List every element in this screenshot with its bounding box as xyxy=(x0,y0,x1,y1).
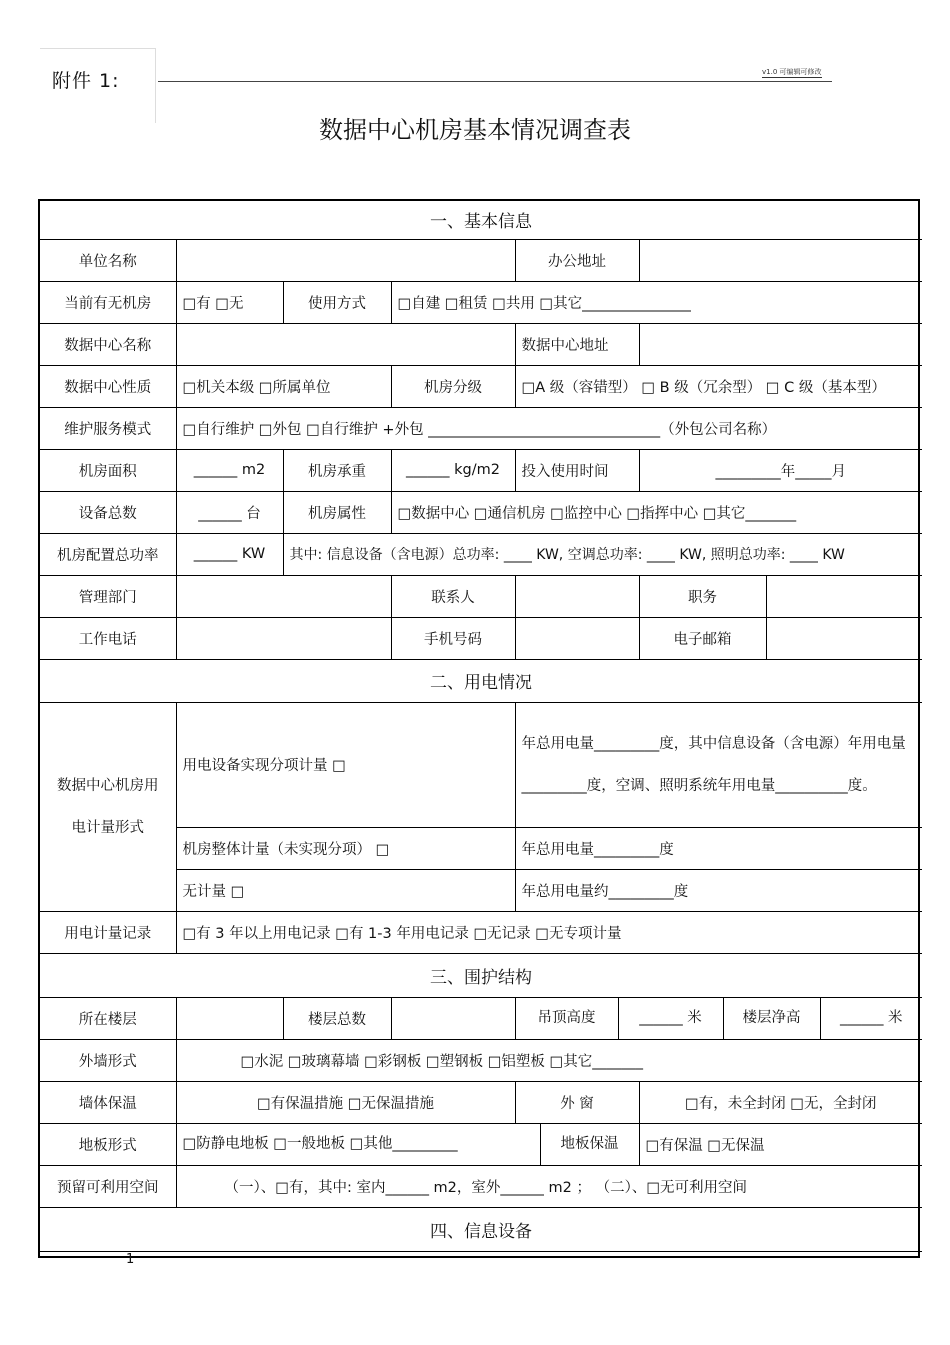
version-note: v1.0 可编辑可修改 xyxy=(762,68,822,76)
power-total-field[interactable]: ______ KW xyxy=(176,533,283,575)
record-label: 用电计量记录 xyxy=(40,911,176,953)
power-total-label: 机房配置总功率 xyxy=(40,533,176,575)
record-options[interactable]: □有 3 年以上用电记录 □有 1-3 年用电记录 □无记录 □无专项计量 xyxy=(176,911,922,953)
usage-label: 使用方式 xyxy=(283,281,391,323)
mobile-field[interactable] xyxy=(515,617,639,659)
meter-form-label: 数据中心机房用电计量形式 xyxy=(40,702,176,911)
unit-name-field[interactable] xyxy=(176,239,515,281)
room-grade-label: 机房分级 xyxy=(391,365,515,407)
reserve-options[interactable]: （一）、□有，其中: 室内______ m2，室外______ m2 ； （二）、□无可利用空间 xyxy=(176,1165,922,1207)
phone-field[interactable] xyxy=(176,617,391,659)
position-field[interactable] xyxy=(766,575,922,617)
survey-form xyxy=(38,199,920,1258)
height-group xyxy=(515,997,922,1039)
office-addr-field[interactable] xyxy=(639,239,922,281)
floor-insul-label: 地板保温 xyxy=(560,1135,619,1152)
sub-meter-option[interactable]: 用电设备实现分项计量 □ xyxy=(176,702,515,827)
wall-options[interactable]: □水泥 □玻璃幕墙 □彩钢板 □塑钢板 □铝塑板 □其它_______ xyxy=(176,1039,922,1081)
dept-label: 管理部门 xyxy=(40,575,176,617)
net-height-label: 楼层净高 xyxy=(724,998,821,1039)
unit-name-label: 单位名称 xyxy=(40,239,176,281)
contact-field[interactable] xyxy=(515,575,639,617)
dc-name-label: 数据中心名称 xyxy=(40,323,176,365)
dev-total-field[interactable]: ______ 台 xyxy=(176,491,283,533)
dc-nature-label: 数据中心性质 xyxy=(40,365,176,407)
use-time-label: 投入使用时间 xyxy=(515,449,639,491)
dept-field[interactable] xyxy=(176,575,391,617)
wall-label: 外墙形式 xyxy=(40,1039,176,1081)
floor-form-label: 地板形式 xyxy=(40,1123,176,1165)
net-height-field[interactable]: ______ 米 xyxy=(839,1009,903,1026)
dc-nature-options[interactable]: □机关本级 □所属单位 xyxy=(176,365,391,407)
ceiling-field[interactable]: ______ 米 xyxy=(619,998,724,1039)
office-addr-label: 办公地址 xyxy=(515,239,639,281)
whole-meter-option[interactable]: 机房整体计量（未实现分项） □ xyxy=(176,827,515,869)
dc-addr-field[interactable] xyxy=(639,323,922,365)
maint-label: 维护服务模式 xyxy=(40,407,176,449)
has-room-label: 当前有无机房 xyxy=(40,281,176,323)
floors-total-label: 楼层总数 xyxy=(283,997,391,1039)
no-meter-option[interactable]: 无计量 □ xyxy=(176,869,515,911)
header-rule xyxy=(158,81,832,82)
dc-name-field[interactable] xyxy=(176,323,515,365)
floor-insul-options[interactable]: □有保温 □无保温 xyxy=(639,1123,922,1165)
section-equipment-title: 四、信息设备 xyxy=(40,1207,922,1251)
section-power-title: 二、用电情况 xyxy=(40,659,922,702)
email-field[interactable] xyxy=(766,617,922,659)
area-field[interactable]: ______ m2 xyxy=(176,449,283,491)
window-options[interactable]: □有，未全封闭 □无，全封闭 xyxy=(639,1081,922,1123)
insul-options[interactable]: □有保温措施 □无保温措施 xyxy=(176,1081,515,1123)
dev-total-label: 设备总数 xyxy=(40,491,176,533)
floors-total-field[interactable] xyxy=(391,997,515,1039)
section-basic-title: 一、基本信息 xyxy=(40,201,922,239)
contact-label: 联系人 xyxy=(391,575,515,617)
sub-meter-text[interactable]: 年总用电量_________度，其中信息设备（含电源）年用电量_________度，空调、照明系统年用电量__________度。 xyxy=(515,702,922,827)
attachment-label: 附件 1: xyxy=(52,70,120,92)
maint-options[interactable]: □自行维护 □外包 □自行维护 +外包 ________________________________（外包公司名称） xyxy=(176,407,922,449)
no-meter-text[interactable]: 年总用电量约_________度 xyxy=(515,869,922,911)
position-label: 职务 xyxy=(639,575,766,617)
area-label: 机房面积 xyxy=(40,449,176,491)
floor-form-group xyxy=(176,1123,639,1165)
whole-meter-text[interactable]: 年总用电量_________度 xyxy=(515,827,922,869)
page-number: 1 xyxy=(126,1252,135,1267)
load-label: 机房承重 xyxy=(283,449,391,491)
insul-label: 墙体保温 xyxy=(40,1081,176,1123)
room-attr-label: 机房属性 xyxy=(283,491,391,533)
floor-label: 所在楼层 xyxy=(40,997,176,1039)
ceiling-label: 吊顶高度 xyxy=(516,998,619,1039)
room-grade-options[interactable]: □A 级（容错型） □ B 级（冗余型） □ C 级（基本型） xyxy=(515,365,922,407)
dc-addr-label: 数据中心地址 xyxy=(515,323,639,365)
phone-label: 工作电话 xyxy=(40,617,176,659)
use-time-field[interactable]: _________年_____月 xyxy=(639,449,922,491)
usage-options[interactable]: □自建 □租赁 □共用 □其它_______________ xyxy=(391,281,922,323)
reserve-label: 预留可利用空间 xyxy=(40,1165,176,1207)
section-structure-title: 三、围护结构 xyxy=(40,953,922,997)
has-room-options[interactable]: □有 □无 xyxy=(176,281,283,323)
room-attr-options[interactable]: □数据中心 □通信机房 □监控中心 □指挥中心 □其它_______ xyxy=(391,491,922,533)
load-field[interactable]: ______ kg/m2 xyxy=(391,449,515,491)
document-title: 数据中心机房基本情况调查表 xyxy=(319,116,631,144)
power-detail[interactable]: 其中: 信息设备（含电源）总功率: ____ KW, 空调总功率: ____ KW, 照明总功率: ____ KW xyxy=(283,533,922,575)
email-label: 电子邮箱 xyxy=(639,617,766,659)
mobile-label: 手机号码 xyxy=(391,617,515,659)
survey-table xyxy=(40,201,922,1252)
window-label: 外 窗 xyxy=(515,1081,639,1123)
floor-field[interactable] xyxy=(176,997,283,1039)
floor-form-options[interactable]: □防静电地板 □一般地板 □其他_________ xyxy=(177,1124,541,1165)
